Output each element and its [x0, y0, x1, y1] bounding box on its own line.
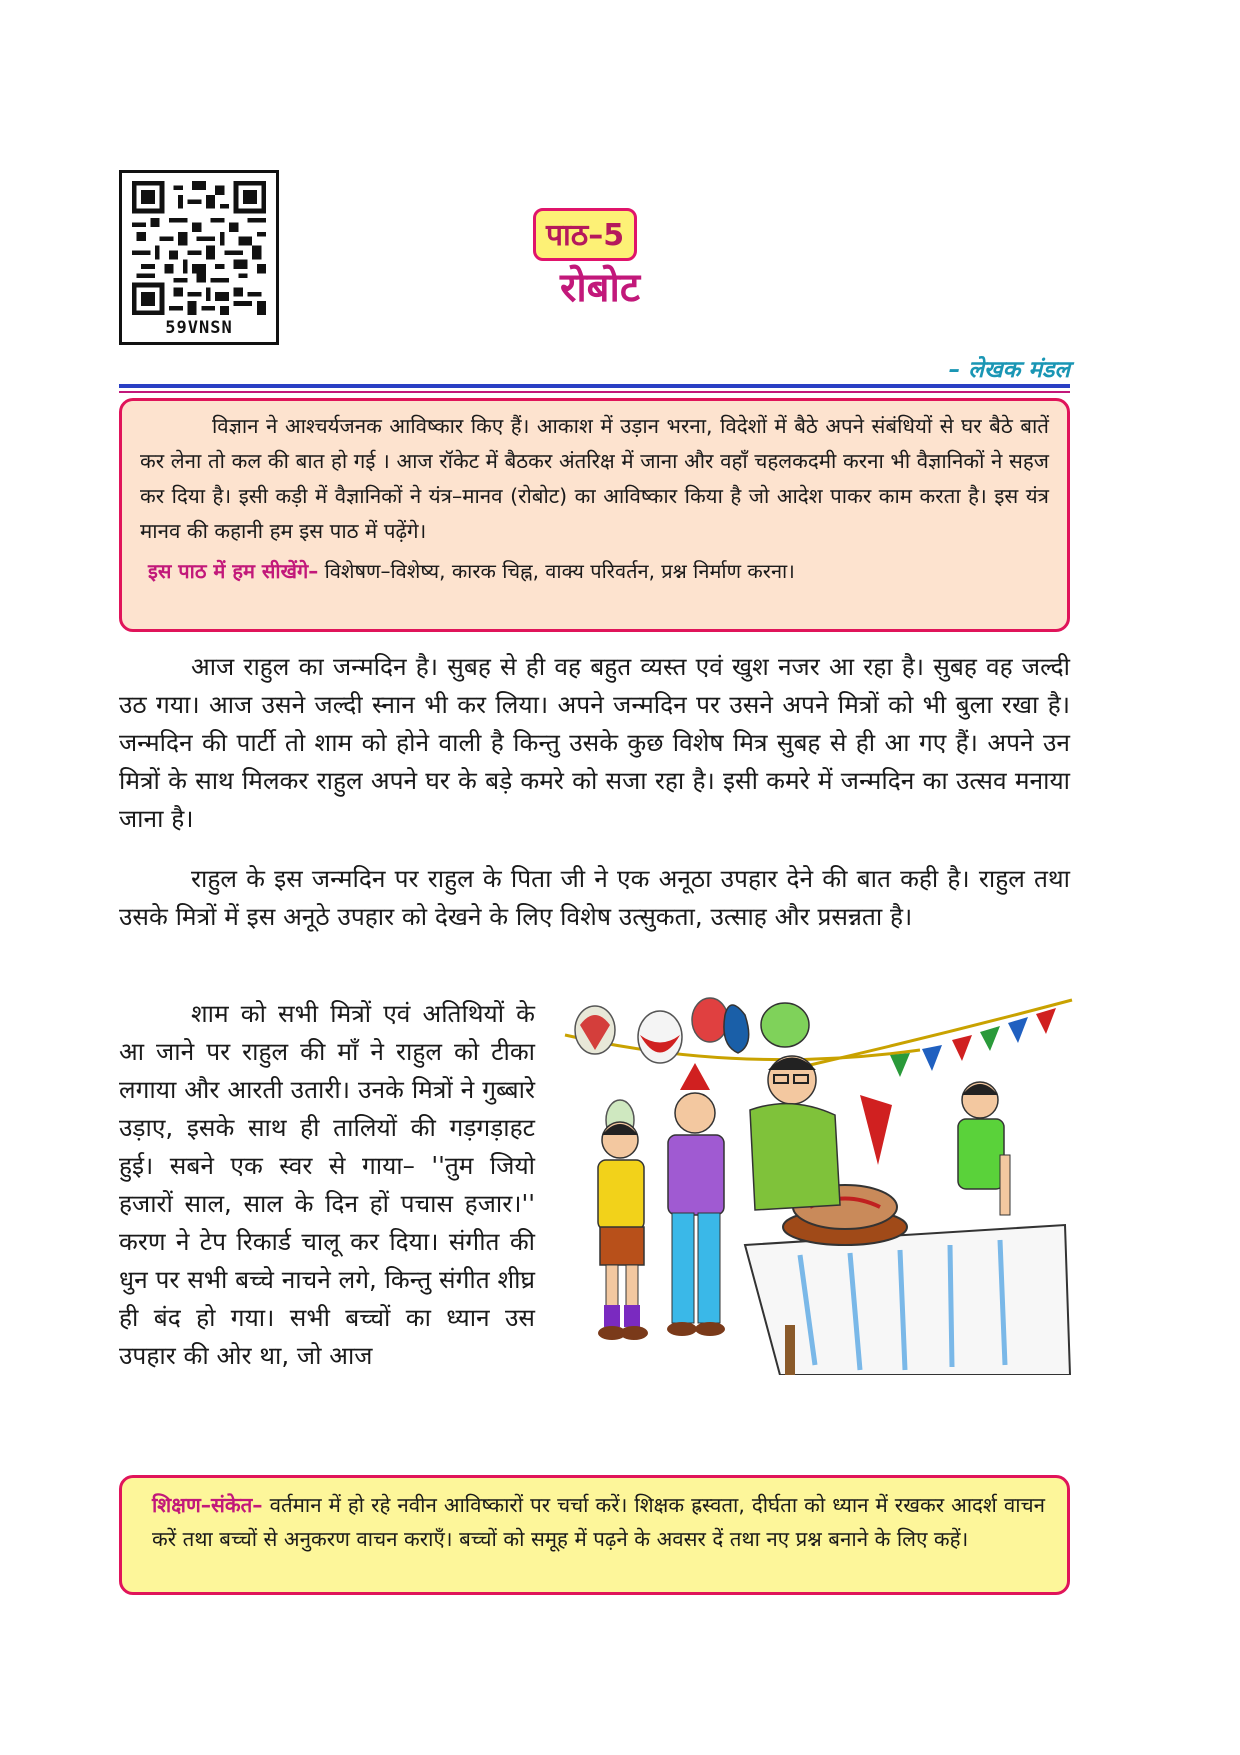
teaching-tip-body: वर्तमान में हो रहे नवीन आविष्कारों पर चर्चा करें। शिक्षक ह्रस्वता, दीर्घता को ध्यान में रखकर आदर्श वाचन करें तथा बच्चों से अनुकरण वाचन कराएँ। बच्चों को समूह में पढ़ने के अवसर दें तथा नए प्रश्न बनाने के लिए कहें।	[152, 1493, 1045, 1551]
story-paragraph-3: शाम को सभी मित्रों एवं अतिथियों के आ जाने पर राहुल की माँ ने राहुल को टीका लगाया और आरती उतारी। उनके मित्रों ने गुब्बारे उड़ाए, इसके साथ ही तालियों की गड़गड़ाहट हुई। सबने एक स्वर से गाया– ''तुम जियो हजारों साल, साल के दिन हों पचास हजार।'' करण ने टेप रिकार्ड चालू कर दिया। संगीत की धुन पर सभी बच्चे नाचने लगे, किन्तु संगीत शीघ्र ही बंद हो गया। सभी बच्चों का ध्यान उस उपहार की ओर था, जो आज	[119, 999, 535, 1370]
lesson-number: पाठ–5	[533, 208, 637, 261]
teaching-tip-heading: शिक्षण–संकेत–	[152, 1493, 263, 1517]
story-paragraph-2: राहुल के इस जन्मदिन पर राहुल के पिता जी ने एक अनूठा उपहार देने की बात कही है। राहुल तथा उसके मित्रों में इस अनूठे उपहार को देखने के लिए विशेष उत्सुकता, उत्साह और प्रसन्नता है।	[119, 864, 1070, 931]
teaching-tip-text	[152, 1488, 1045, 1556]
qr-code-label: 59VNSN	[165, 318, 233, 338]
qr-code-icon	[132, 181, 266, 315]
qr-code	[119, 170, 279, 345]
birthday-party-illustration	[560, 995, 1075, 1375]
learning-objectives-items: विशेषण–विशेष्य, कारक चिह्न, वाक्य परिवर्तन, प्रश्न निर्माण करना।	[324, 559, 795, 583]
author-credit: – लेखक मंडल	[948, 357, 1070, 383]
header-divider-accent	[119, 391, 1070, 393]
header-divider	[119, 384, 1070, 388]
learning-objectives-heading: इस पाठ में हम सीखेंगे–	[148, 559, 319, 583]
intro-box	[119, 398, 1070, 632]
teaching-tip-box	[119, 1475, 1070, 1595]
learning-objectives	[140, 557, 1049, 584]
intro-text: विज्ञान ने आश्चर्यजनक आविष्कार किए हैं। आकाश में उड़ान भरना, विदेशों में बैठे अपने संबंधियों से घर बैठे बातें कर लेना तो कल की बात हो गई । आज रॉकेट में बैठकर अंतरिक्ष में जाना और वहाँ चहलकदमी करना भी वैज्ञानिकों ने सहज कर दिया है। इसी कड़ी में वैज्ञानिकों ने यंत्र–मानव (रोबोट) का आविष्कार किया है जो आदेश पाकर काम करता है। इस यंत्र मानव की कहानी हम इस पाठ में पढ़ेंगे।	[140, 414, 1049, 543]
lesson-title: रोबोट	[559, 265, 641, 311]
story-paragraph-1: आज राहुल का जन्मदिन है। सुबह से ही वह बहुत व्यस्त एवं खुश नजर आ रहा है। सुबह वह जल्दी उठ गया। आज उसने जल्दी स्नान भी कर लिया। अपने जन्मदिन पर उसने अपने मित्रों को भी बुला रखा है। जन्मदिन की पार्टी तो शाम को होने वाली है किन्तु उसके कुछ विशेष मित्र सुबह से ही आ गए हैं। अपने उन मित्रों के साथ मिलकर राहुल अपने घर के बड़े कमरे को सजा रहा है। इसी कमरे में जन्मदिन का उत्सव मनाया जाना है।	[119, 652, 1070, 833]
